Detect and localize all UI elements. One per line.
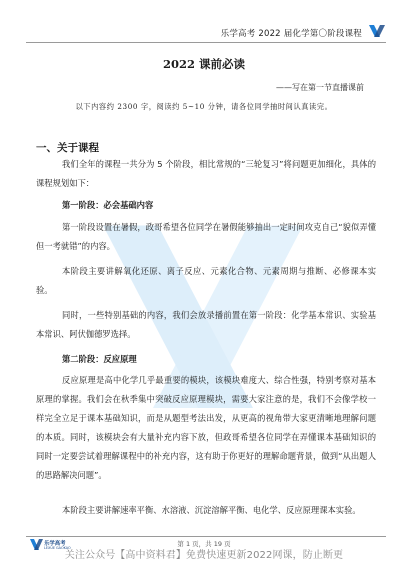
- document-title: 2022 课前必读: [162, 57, 245, 71]
- lx-logo-icon: [368, 23, 386, 39]
- stage2-heading: 第二阶段：反应原理: [62, 354, 137, 364]
- promo-banner: 关注公众号【高中资料君】免费快速更新2022网课，防止断更: [64, 550, 344, 561]
- stage1-heading: 第一阶段：必会基础内容: [62, 200, 154, 210]
- footer-divider: [26, 536, 386, 537]
- footer-logo-text: 乐学高考: [44, 541, 66, 547]
- document-subtitle: ——写在第一节直播课前: [276, 83, 364, 92]
- paragraph-stage2-2: 本阶段主要讲解速率平衡、水溶液、沉淀溶解平衡、电化学、反应原理课本实验。: [62, 505, 361, 515]
- header-divider: [26, 42, 386, 43]
- reading-note: 以下内容约 2300 字，阅读约 5~10 分钟，请各位同学抽时间认真读完。: [75, 102, 333, 111]
- paragraph-stage1-2: 本阶段主要讲解氧化还原、离子反应、元素化合物、元素周期与推断、必修课本实验。: [36, 266, 376, 295]
- section-heading-course: 一、关于课程: [36, 142, 99, 154]
- header-course-title: 乐学高考 2022 届化学第〇阶段课程: [220, 29, 362, 39]
- page-number: 第 1 页，共 19 页: [177, 540, 231, 548]
- paragraph-intro: 我们全年的课程一共分为 5 个阶段，相比常规的“三轮复习”将问题更加细化，具体的课程规划如下：: [36, 159, 376, 188]
- paragraph-stage1-3: 同时，一些特别基础的内容，我们会放录播前置在第一阶段：化学基本常识、实验基本常识、阿伏伽德罗选择。: [36, 310, 376, 339]
- footer-logo-subtext: LEXUE GAOKAO: [44, 546, 71, 550]
- paragraph-stage2-1: 反应原理是高中化学几乎最重要的模块，该模块难度大、综合性强，特别考察对基本原理的掌握。我们会在秋季集中突破反应原理模块，需要大家注意的是，我们不会像学校一样完全立足于课本基础知识，而是从题型考法出发，从更高的视角带大家更清晰地理解问题的本质。同时，该模块会有大量补充内容下放，但政哥希望各位同学在弄懂课本基础知识的同时一定要尝试着理解课程中的补充内容，这有助于你更好的理解命题背景，做到“从出题人的思路解决问题”。: [36, 375, 376, 480]
- paragraph-stage1-1: 第一阶段设置在暑假，政哥希望各位同学在暑假能够抽出一定时间攻克自己“貌似弄懂但一考就错”的内容。: [36, 222, 376, 251]
